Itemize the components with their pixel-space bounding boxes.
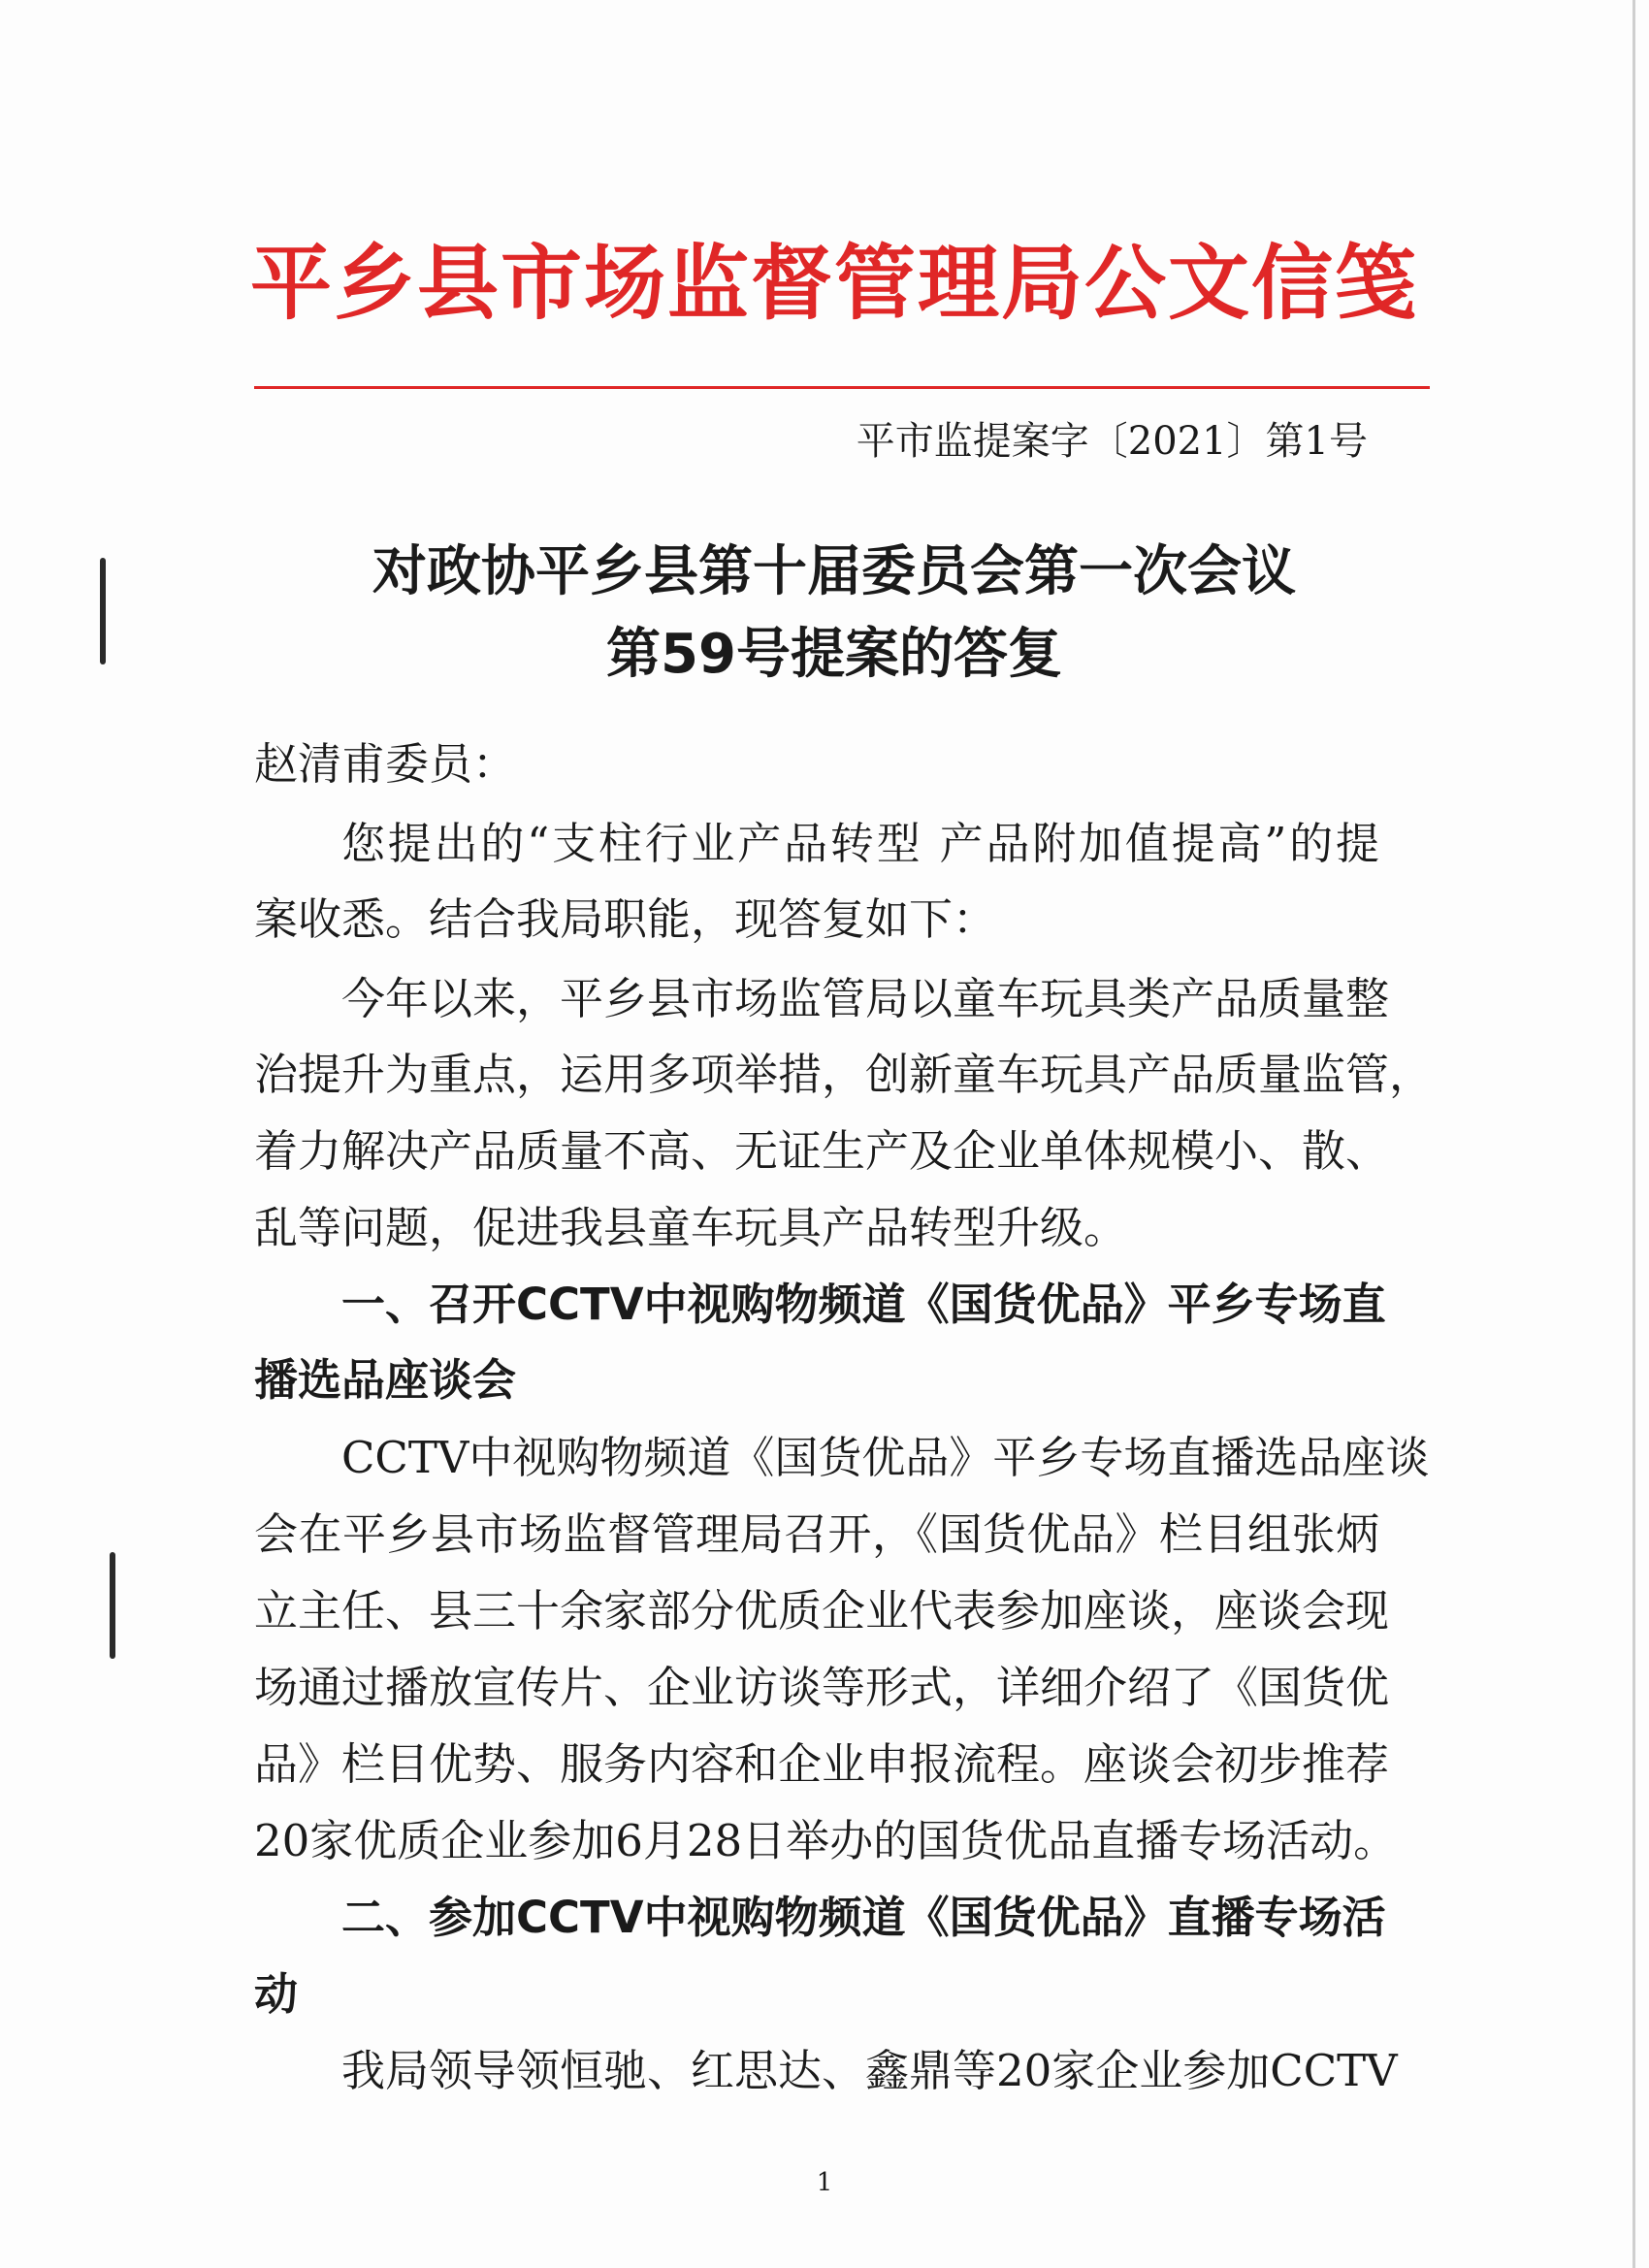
document-title-line-1: 对政协平乡县第十届委员会第一次会议 xyxy=(372,540,1296,603)
body-line: 案收悉。结合我局职能，现答复如下： xyxy=(254,893,997,945)
body-line: 品》栏目优势、服务内容和企业申报流程。座谈会初步推荐 xyxy=(254,1738,1390,1790)
body-line: 20家优质企业参加6月28日举办的国货优品直播专场活动。 xyxy=(254,1815,1398,1866)
body-line: 场通过播放宣传片、企业访谈等形式，详细介绍了《国货优 xyxy=(254,1662,1390,1713)
document-title-line-2: 第59号提案的答复 xyxy=(606,623,1062,686)
letterhead-divider xyxy=(254,386,1430,389)
salutation: 赵清甫委员： xyxy=(254,738,517,790)
body-line: 会在平乡县市场监督管理局召开，《国货优品》栏目组张炳 xyxy=(254,1508,1379,1560)
section-heading-1: 一、召开CCTV中视购物频道《国货优品》平乡专场直 xyxy=(341,1279,1386,1330)
body-line: 着力解决产品质量不高、无证生产及企业单体规模小、散、 xyxy=(254,1125,1390,1177)
section-heading-1-cont: 播选品座谈会 xyxy=(254,1354,517,1406)
body-line: 我局领导领恒驰、红思达、鑫鼎等20家企业参加CCTV xyxy=(341,2045,1398,2096)
body-line: 今年以来，平乡县市场监管局以童车玩具类产品质量整 xyxy=(341,973,1390,1024)
document-number: 平市监提案字〔2021〕第1号 xyxy=(856,419,1368,464)
section-heading-2-cont: 动 xyxy=(254,1968,299,2020)
binding-mark-top xyxy=(100,558,106,664)
section-heading-2: 二、参加CCTV中视购物频道《国货优品》直播专场活 xyxy=(341,1892,1386,1943)
body-line: 立主任、县三十余家部分优质企业代表参加座谈，座谈会现 xyxy=(254,1585,1390,1636)
letterhead-title: 平乡县市场监督管理局公文信笺 xyxy=(249,236,1418,331)
page-number: 1 xyxy=(816,2168,833,2197)
body-line: 乱等问题，促进我县童车玩具产品转型升级。 xyxy=(254,1202,1128,1253)
binding-mark-bottom xyxy=(110,1552,115,1659)
body-line: 治提升为重点，运用多项举措，创新童车玩具产品质量监管， xyxy=(254,1049,1434,1100)
page-edge-shadow xyxy=(1633,0,1635,2268)
body-line: CCTV中视购物频道《国货优品》平乡专场直播选品座谈 xyxy=(341,1432,1430,1483)
body-line: 您提出的“支柱行业产品转型 产品附加值提高”的提 xyxy=(341,818,1379,869)
